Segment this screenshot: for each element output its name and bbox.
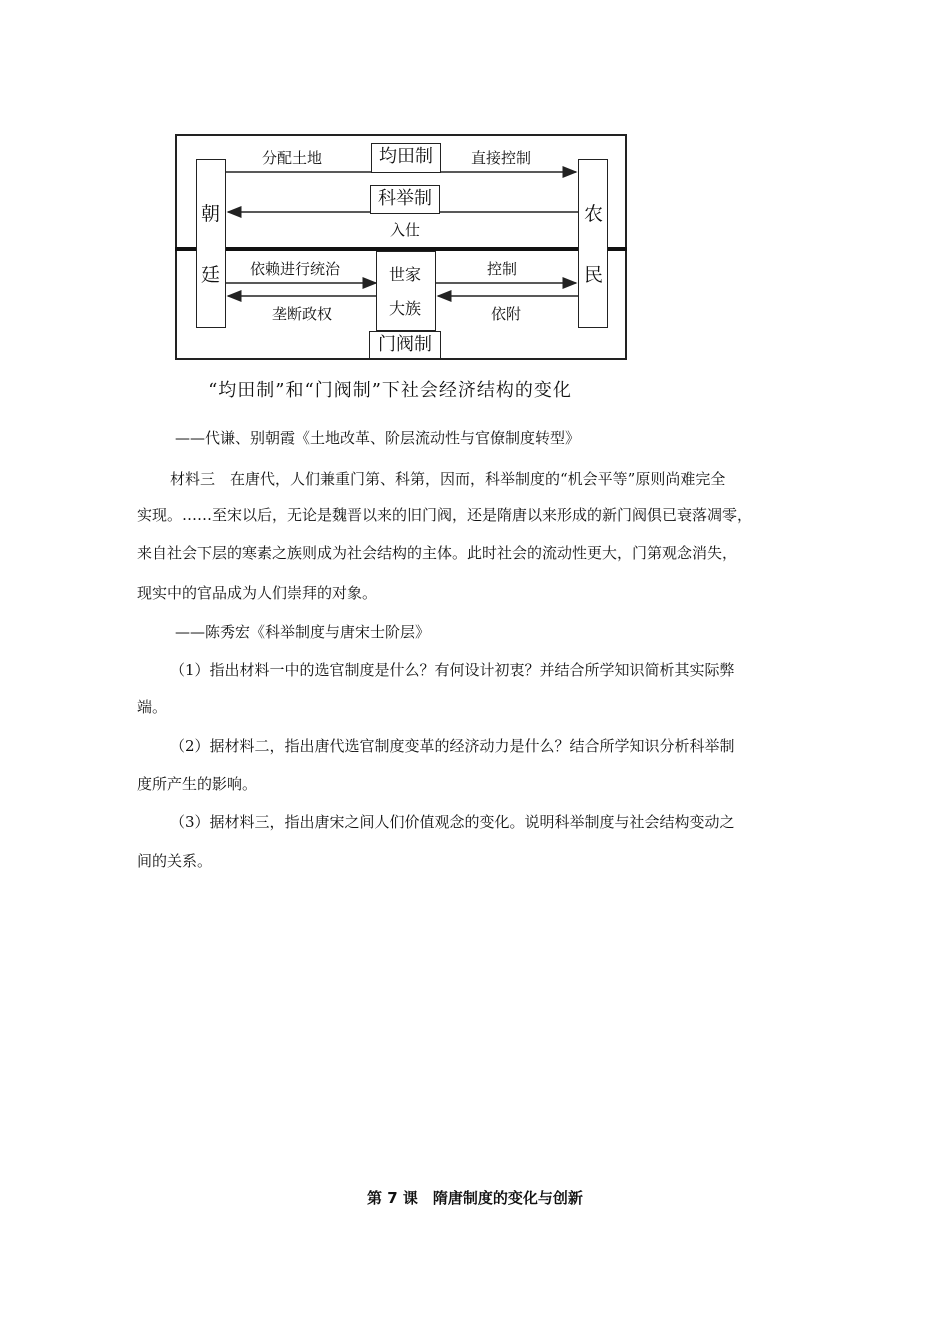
peasant-label-2: 民 xyxy=(584,264,604,286)
question-3-line-2: 间的关系。 xyxy=(137,852,213,870)
diagram-arrows xyxy=(0,0,950,400)
material3-line-4: 现实中的官品成为人们崇拜的对象。 xyxy=(137,584,378,602)
menfa-label-box: 门阀制 xyxy=(369,331,441,359)
source-citation-1: ——代谦、别朝霞《土地改革、阶层流动性与官僚制度转型》 xyxy=(175,429,581,447)
juntian-label-box: 均田制 xyxy=(371,143,441,173)
arrow-fenpei-label: 分配土地 xyxy=(262,149,323,167)
court-box xyxy=(196,159,226,328)
arrow-yilai-label: 依赖进行统治 xyxy=(250,260,341,278)
question-3-line-1: （3）据材料三，指出唐宋之间人们价值观念的变化。说明科举制度与社会结构变动之 xyxy=(170,813,735,831)
clan-label-2: 大族 xyxy=(389,299,422,318)
question-1-line-2: 端。 xyxy=(137,698,168,716)
arrow-kongzhi-label: 控制 xyxy=(487,260,518,278)
peasant-box xyxy=(578,159,608,328)
material3-line-1: 材料三 在唐代，人们兼重门第、科第，因而，科举制度的“机会平等”原则尚难完全 xyxy=(170,470,726,488)
arrow-rushi-label: 入仕 xyxy=(390,221,421,239)
question-2-line-2: 度所产生的影响。 xyxy=(137,775,258,793)
court-label-1: 朝 xyxy=(201,203,221,225)
material3-line-3: 来自社会下层的寒素之族则成为社会结构的主体。此时社会的流动性更大，门第观念消失， xyxy=(137,544,738,562)
arrow-zhijie-label: 直接控制 xyxy=(471,149,532,167)
keju-label-box: 科举制 xyxy=(370,185,440,214)
diagram-caption: “均田制”和“门阀制”下社会经济结构的变化 xyxy=(208,380,572,401)
arrow-yifu-label: 依附 xyxy=(491,305,522,323)
court-label-2: 廷 xyxy=(201,264,221,286)
source-citation-2: ——陈秀宏《科举制度与唐宋士阶层》 xyxy=(175,623,431,641)
peasant-label-1: 农 xyxy=(584,203,604,225)
material3-line-2: 实现。……至宋以后，无论是魏晋以来的旧门阀，还是隋唐以来形成的新门阀俱已衰落凋零， xyxy=(137,506,753,524)
clan-label-1: 世家 xyxy=(389,265,422,284)
question-1-line-1: （1）指出材料一中的选官制度是什么？有何设计初衷？并结合所学知识简析其实际弊 xyxy=(170,661,735,679)
question-2-line-1: （2）据材料二，指出唐代选官制度变革的经济动力是什么？结合所学知识分析科举制 xyxy=(170,737,735,755)
lesson-title: 第 7 课 隋唐制度的变化与创新 xyxy=(367,1189,583,1207)
arrow-longduan-label: 垄断政权 xyxy=(272,305,333,323)
